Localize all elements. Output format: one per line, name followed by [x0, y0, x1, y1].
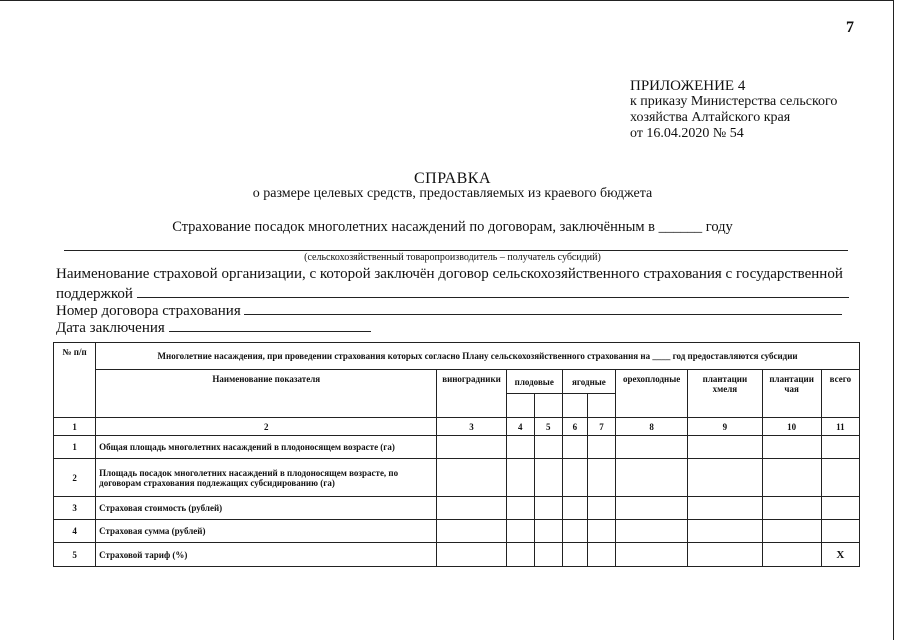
- column-number: 9: [688, 418, 762, 436]
- insurance-year-blank: ______: [658, 219, 703, 235]
- document-subtitle: о размере целевых средств, предоставляемых из краевого бюджета: [252, 186, 653, 201]
- table-row: [54, 543, 860, 567]
- table-row: [54, 520, 860, 543]
- page-frame-top: [0, 0, 893, 1]
- insurance-line: [0, 219, 905, 236]
- insurance-line-suffix: году: [705, 219, 733, 235]
- cell-berry-a: [562, 520, 587, 543]
- row-indicator: Страховой тариф (%): [96, 543, 437, 567]
- appendix-line-2: хозяйства Алтайского края: [630, 110, 791, 125]
- row-indicator: Площадь посадок многолетних насаждений в плодоносящем возрасте, по договорам страхования подлежащих субсидированию (га): [96, 459, 437, 497]
- cell-nut: [616, 436, 688, 459]
- cell-tea: [762, 543, 821, 567]
- berry-subcol-a: [562, 394, 587, 418]
- appendix-line-3: от 16.04.2020 № 54: [630, 126, 744, 141]
- cell-fruit-b: [534, 459, 562, 497]
- table-header-row-1: [54, 343, 860, 370]
- cell-nut: [616, 520, 688, 543]
- fruit-header: плодовые: [506, 370, 562, 394]
- col-number-header: № п/п: [54, 343, 96, 418]
- column-number: 11: [821, 418, 859, 436]
- row-number: 5: [54, 543, 96, 567]
- insurer-label-line-2: поддержкой: [56, 286, 133, 302]
- column-number: 6: [562, 418, 587, 436]
- cell-hops: [688, 436, 762, 459]
- cell-vineyards: [437, 520, 506, 543]
- berry-subcol-b: [587, 394, 615, 418]
- producer-line: [64, 250, 848, 251]
- cell-nut: [616, 497, 688, 520]
- column-number: 7: [587, 418, 615, 436]
- table-row: [54, 497, 860, 520]
- contract-date-blank: [169, 318, 371, 332]
- cell-tea: [762, 436, 821, 459]
- cell-berry-b: [587, 436, 615, 459]
- cell-tea: [762, 520, 821, 543]
- column-number: 10: [762, 418, 821, 436]
- cell-berry-b: [587, 459, 615, 497]
- insurer-blank: [137, 284, 849, 298]
- cell-total: [821, 459, 859, 497]
- column-number: 1: [54, 418, 96, 436]
- cell-total: [821, 520, 859, 543]
- fruit-subcol-a: [506, 394, 534, 418]
- fruit-subcol-b: [534, 394, 562, 418]
- cell-vineyards: [437, 459, 506, 497]
- cell-fruit-a: [506, 436, 534, 459]
- contract-date-label: Дата заключения: [56, 320, 165, 336]
- cell-hops: [688, 497, 762, 520]
- column-number: 3: [437, 418, 506, 436]
- cell-tea: [762, 459, 821, 497]
- cell-fruit-a: [506, 543, 534, 567]
- column-number: 8: [616, 418, 688, 436]
- cell-fruit-b: [534, 543, 562, 567]
- cell-tea: [762, 497, 821, 520]
- total-header: всего: [821, 370, 859, 418]
- table-row: [54, 459, 860, 497]
- cell-nut: [616, 459, 688, 497]
- cell-total: X: [821, 543, 859, 567]
- cell-berry-b: [587, 520, 615, 543]
- cell-fruit-a: [506, 459, 534, 497]
- column-number: 5: [534, 418, 562, 436]
- cell-total: [821, 497, 859, 520]
- column-number: 2: [96, 418, 437, 436]
- column-numbers-row: [54, 418, 860, 436]
- cell-vineyards: [437, 436, 506, 459]
- row-number: 2: [54, 459, 96, 497]
- contract-date-field: [56, 318, 371, 337]
- cell-fruit-b: [534, 520, 562, 543]
- group-header: Многолетние насаждения, при проведении страхования которых согласно Плану сельскохозяйственного страхования на ____ год предоставляются субсидии: [96, 343, 860, 370]
- insurance-line-text: Страхование посадок многолетних насаждений по договорам, заключённым в: [172, 219, 655, 235]
- hops-header: плантации хмеля: [688, 370, 762, 418]
- indicator-header: Наименование показателя: [96, 370, 437, 418]
- row-number: 1: [54, 436, 96, 459]
- vineyards-header: виноградники: [437, 370, 506, 418]
- cell-nut: [616, 543, 688, 567]
- cell-fruit-b: [534, 436, 562, 459]
- nut-header: орехоплодные: [616, 370, 688, 418]
- cell-berry-a: [562, 497, 587, 520]
- berry-header: ягодные: [562, 370, 615, 394]
- cell-berry-a: [562, 543, 587, 567]
- row-number: 4: [54, 520, 96, 543]
- table-header-row-2: [54, 370, 860, 394]
- cell-berry-b: [587, 497, 615, 520]
- page-frame-right: [893, 0, 894, 640]
- producer-caption: (сельскохозяйственный товаропроизводитель – получатель субсидий): [304, 252, 601, 263]
- cell-hops: [688, 459, 762, 497]
- cell-berry-b: [587, 543, 615, 567]
- column-number: 4: [506, 418, 534, 436]
- row-indicator: Страховая сумма (рублей): [96, 520, 437, 543]
- cell-hops: [688, 520, 762, 543]
- insurer-label-line-1: Наименование страховой организации, с которой заключён договор сельскохозяйственного страхования с государственной: [56, 266, 843, 282]
- subsidy-table: [53, 342, 860, 567]
- appendix-line-1: к приказу Министерства сельского: [630, 94, 838, 109]
- page-number: 7: [846, 19, 854, 36]
- row-indicator: Страховая стоимость (рублей): [96, 497, 437, 520]
- cell-berry-a: [562, 436, 587, 459]
- cell-total: [821, 436, 859, 459]
- cell-fruit-b: [534, 497, 562, 520]
- contract-number-label: Номер договора страхования: [56, 303, 241, 319]
- cell-berry-a: [562, 459, 587, 497]
- appendix-heading: ПРИЛОЖЕНИЕ 4: [630, 78, 746, 94]
- contract-number-blank: [244, 301, 842, 315]
- table-row: [54, 436, 860, 459]
- appendix-block: [630, 78, 837, 142]
- cell-vineyards: [437, 497, 506, 520]
- cell-vineyards: [437, 543, 506, 567]
- document-title: СПРАВКА: [413, 170, 492, 187]
- tea-header: плантации чая: [762, 370, 821, 418]
- row-indicator: Общая площадь многолетних насаждений в плодоносящем возрасте (га): [96, 436, 437, 459]
- row-number: 3: [54, 497, 96, 520]
- cell-hops: [688, 543, 762, 567]
- cell-fruit-a: [506, 497, 534, 520]
- cell-fruit-a: [506, 520, 534, 543]
